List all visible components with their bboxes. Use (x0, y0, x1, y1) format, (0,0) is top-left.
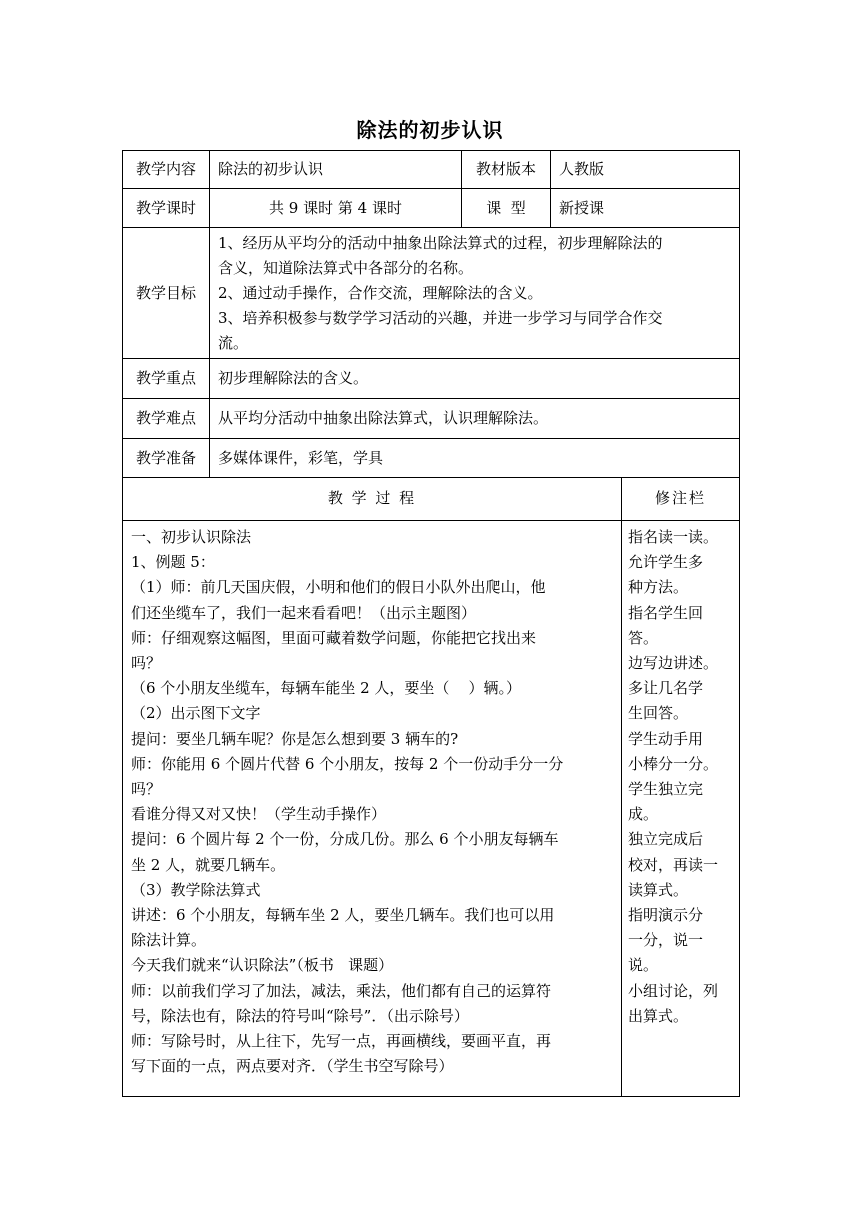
process-line: （6 个小朋友坐缆车，每辆车能坐 2 人，要坐（ ）辆。） (131, 679, 521, 698)
process-header-row (123, 478, 740, 521)
note-line: 学生独立完 (628, 780, 704, 799)
process-line: 看谁分得又对又快！（学生动手操作） (131, 805, 387, 824)
key-row (123, 359, 740, 399)
note-line: 读算式。 (628, 880, 689, 899)
key-value: 初步理解除法的含义。 (210, 359, 740, 399)
goals-row (123, 228, 740, 359)
note-line: 小组讨论，列 (628, 981, 719, 1000)
note-line: 校对，再读一 (628, 855, 719, 874)
note-line: 答。 (628, 628, 659, 647)
process-header: 教 学 过 程 (123, 478, 622, 521)
notes-header: 修注栏 (622, 478, 740, 521)
lesson-info-table (122, 150, 740, 478)
goals-value (210, 228, 740, 359)
process-line: 师：以前我们学习了加法，减法，乘法，他们都有自己的运算符 (131, 981, 552, 1000)
process-content (123, 521, 622, 1097)
content-row (123, 151, 740, 189)
process-line: 师：你能用 6 个圆片代替 6 个小朋友，按每 2 个一份动手分一分 (131, 754, 564, 773)
note-line: 指明演示分 (628, 906, 704, 925)
edition-label: 教材版本 (462, 151, 551, 189)
process-body-row (123, 521, 740, 1097)
difficulty-value: 从平均分活动中抽象出除法算式，认识理解除法。 (210, 399, 740, 439)
difficulty-label: 教学难点 (123, 399, 210, 439)
hours-label: 教学课时 (123, 189, 210, 228)
prep-label: 教学准备 (123, 439, 210, 478)
note-line: 允许学生多 (628, 553, 704, 572)
process-line: （1）师：前几天国庆假，小明和他们的假日小队外出爬山，他 (131, 578, 546, 597)
process-line: 写下面的一点，两点要对齐．（学生书空写除号） (131, 1057, 454, 1076)
prep-value: 多媒体课件，彩笔，学具 (210, 439, 740, 478)
hours-row (123, 189, 740, 228)
process-line: 一、初步认识除法 (131, 528, 252, 546)
edition-value: 人教版 (551, 151, 740, 189)
goals-line: 含义，知道除法算式中各部分的名称。 (218, 258, 474, 277)
goals-line: 2、通过动手操作，合作交流，理解除法的含义。 (218, 283, 543, 302)
content-value: 除法的初步认识 (210, 151, 462, 189)
note-line: 指名读一读。 (628, 528, 719, 546)
content-label: 教学内容 (123, 151, 210, 189)
process-line: 师：仔细观察这幅图，里面可藏着数学问题，你能把它找出来 (131, 628, 537, 647)
difficulty-row (123, 399, 740, 439)
process-line: 吗？ (131, 780, 162, 799)
process-line: 吗？ (131, 654, 162, 673)
goals-line: 流。 (218, 333, 249, 352)
process-line: 提问：6 个圆片每 2 个一份，分成几份。那么 6 个小朋友每辆车 (131, 830, 559, 849)
hours-value: 共 9 课时 第 4 课时 (210, 189, 462, 228)
document-title: 除法的初步认识 (356, 118, 504, 142)
process-line: 1、例题 5： (131, 553, 215, 572)
note-line: 种方法。 (628, 578, 689, 597)
note-line: 边写边讲述。 (628, 654, 719, 673)
process-line: 提问：要坐几辆车呢？你是怎么想到要 3 辆车的? (131, 729, 459, 748)
note-line: 多让几名学 (628, 679, 704, 698)
notes-content (622, 521, 740, 1097)
teaching-process-table (122, 477, 740, 1097)
goals-line: 3、培养积极参与数学学习活动的兴趣，并进一步学习与同学合作交 (218, 308, 663, 327)
type-label: 课 型 (462, 189, 551, 228)
note-line: 独立完成后 (628, 830, 704, 849)
key-label: 教学重点 (123, 359, 210, 399)
process-line: 师：写除号时，从上往下，先写一点，再画横线，要画平直，再 (131, 1032, 552, 1051)
note-line: 一分，说一 (628, 931, 704, 950)
process-line: 除法计算。 (131, 931, 207, 950)
process-line: （3）教学除法算式 (131, 880, 261, 899)
prep-row (123, 439, 740, 478)
process-line: （2）出示图下文字 (131, 704, 261, 723)
note-line: 成。 (628, 805, 659, 824)
note-line: 学生动手用 (628, 729, 704, 748)
goals-label: 教学目标 (123, 228, 210, 359)
process-line: 今天我们就来“认识除法”（板书 课题） (131, 956, 394, 975)
type-value: 新授课 (551, 189, 740, 228)
goals-line: 1、经历从平均分的活动中抽象出除法算式的过程，初步理解除法的 (218, 233, 663, 252)
process-line: 号，除法也有，除法的符号叫“除号”．（出示除号） (131, 1006, 469, 1025)
process-line: 坐 2 人，就要几辆车。 (131, 855, 286, 874)
note-line: 生回答。 (628, 704, 689, 723)
note-line: 小棒分一分。 (628, 754, 719, 773)
note-line: 说。 (628, 956, 659, 975)
note-line: 出算式。 (628, 1006, 689, 1025)
process-line: 们还坐缆车了，我们一起来看看吧！（出示主题图） (131, 603, 477, 622)
process-line: 讲述：6 个小朋友，每辆车坐 2 人，要坐几辆车。我们也可以用 (131, 906, 555, 925)
note-line: 指名学生回 (628, 603, 704, 622)
